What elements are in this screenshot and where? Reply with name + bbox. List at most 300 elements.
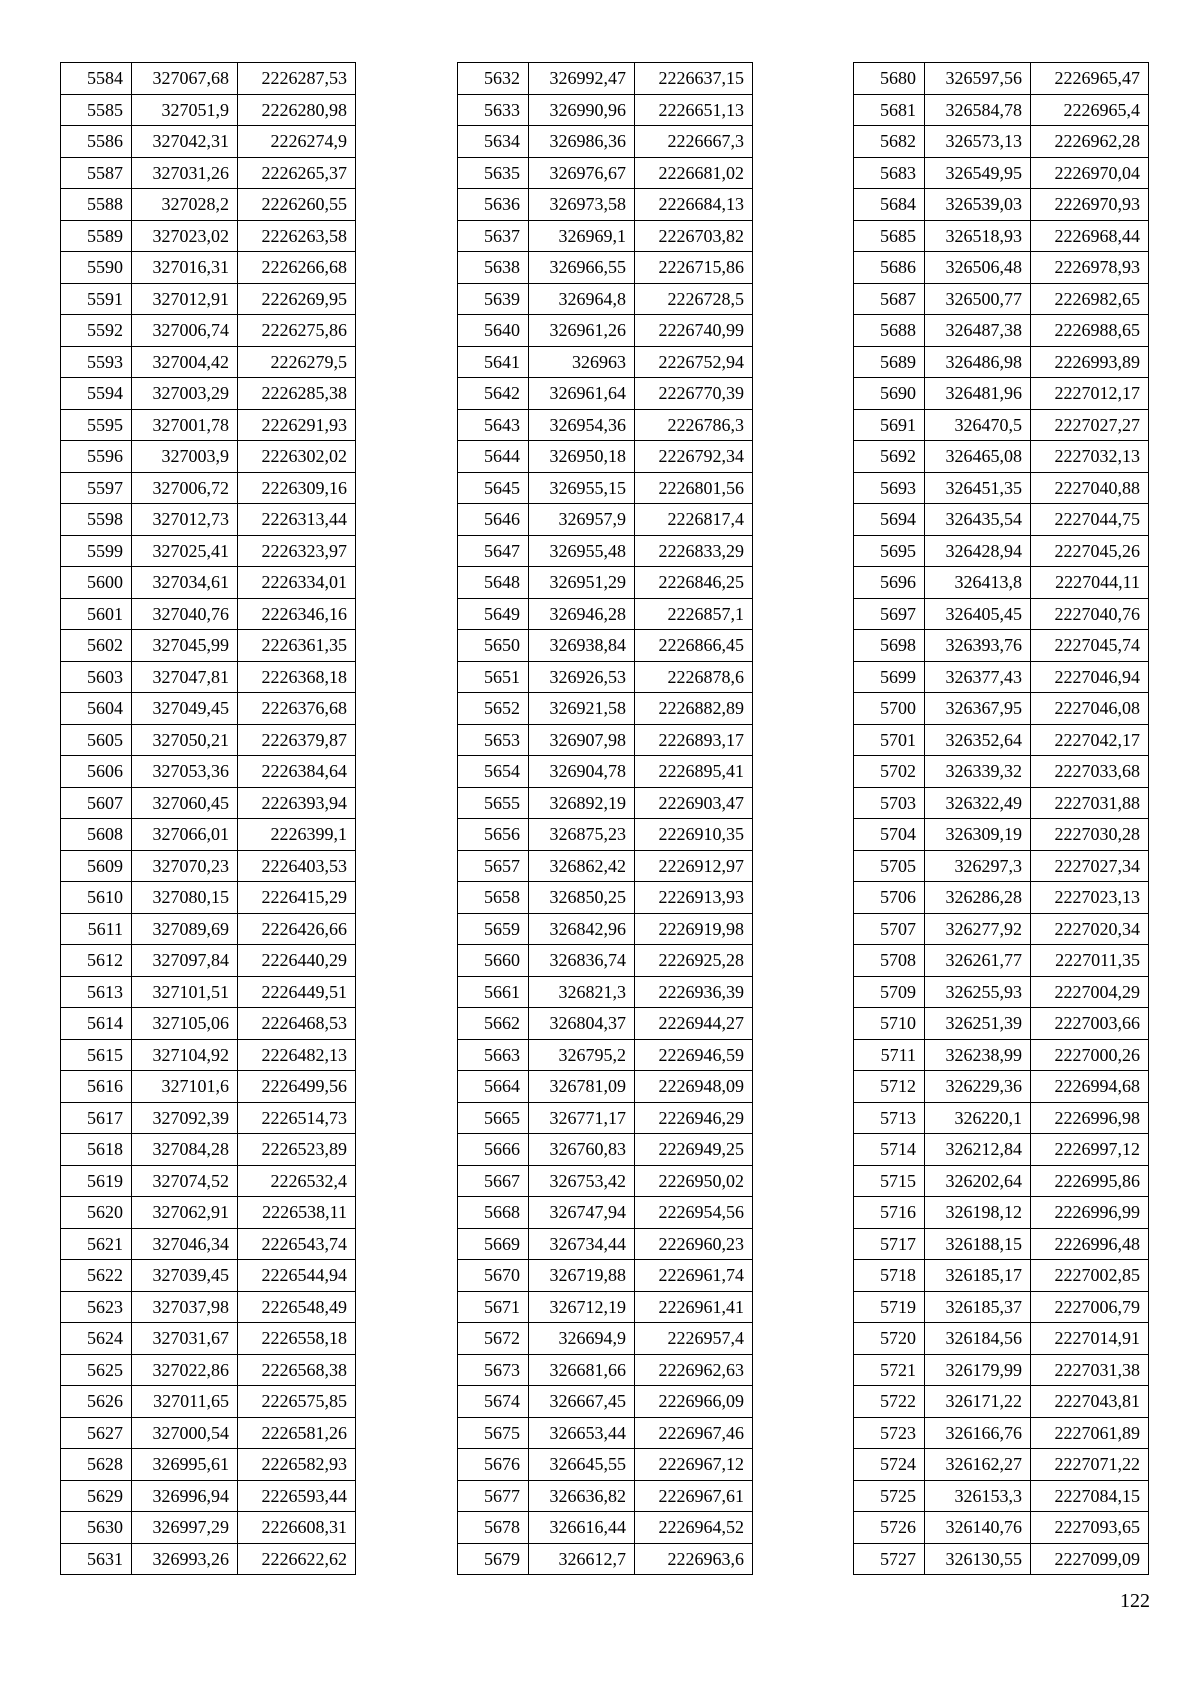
x-coordinate-cell: 327045,99	[132, 630, 238, 662]
x-coordinate-cell: 326636,82	[529, 1480, 635, 1512]
y-coordinate-cell: 2226965,4	[1031, 94, 1149, 126]
point-number-cell: 5607	[61, 787, 132, 819]
point-number-cell: 5608	[61, 819, 132, 851]
table-row	[854, 1512, 1149, 1544]
table-row	[61, 1480, 356, 1512]
point-number-cell: 5615	[61, 1039, 132, 1071]
x-coordinate-cell: 326470,5	[925, 409, 1031, 441]
y-coordinate-cell: 2226379,87	[238, 724, 356, 756]
point-number-cell: 5585	[61, 94, 132, 126]
point-number-cell: 5651	[458, 661, 529, 693]
point-number-cell: 5659	[458, 913, 529, 945]
y-coordinate-cell: 2226895,41	[635, 756, 753, 788]
point-number-cell: 5669	[458, 1228, 529, 1260]
y-coordinate-cell: 2226399,1	[238, 819, 356, 851]
x-coordinate-cell: 327089,69	[132, 913, 238, 945]
y-coordinate-cell: 2226544,94	[238, 1260, 356, 1292]
table-row	[61, 1134, 356, 1166]
y-coordinate-cell: 2226275,86	[238, 315, 356, 347]
y-coordinate-cell: 2226532,4	[238, 1165, 356, 1197]
y-coordinate-cell: 2226637,15	[635, 63, 753, 95]
y-coordinate-cell: 2227030,28	[1031, 819, 1149, 851]
y-coordinate-cell: 2226548,49	[238, 1291, 356, 1323]
x-coordinate-cell: 326795,2	[529, 1039, 635, 1071]
table-row	[61, 756, 356, 788]
y-coordinate-cell: 2226948,09	[635, 1071, 753, 1103]
y-coordinate-cell: 2226936,39	[635, 976, 753, 1008]
table-row	[854, 1543, 1149, 1575]
y-coordinate-cell: 2226770,39	[635, 378, 753, 410]
table-row	[458, 504, 753, 536]
point-number-cell: 5636	[458, 189, 529, 221]
x-coordinate-cell: 326973,58	[529, 189, 635, 221]
point-number-cell: 5706	[854, 882, 925, 914]
table-row	[458, 1228, 753, 1260]
x-coordinate-cell: 326309,19	[925, 819, 1031, 851]
x-coordinate-cell: 327028,2	[132, 189, 238, 221]
table-row	[854, 1228, 1149, 1260]
y-coordinate-cell: 2226961,74	[635, 1260, 753, 1292]
y-coordinate-cell: 2227012,17	[1031, 378, 1149, 410]
x-coordinate-cell: 326907,98	[529, 724, 635, 756]
point-number-cell: 5714	[854, 1134, 925, 1166]
table-row	[61, 315, 356, 347]
x-coordinate-cell: 326976,67	[529, 157, 635, 189]
x-coordinate-cell: 327006,72	[132, 472, 238, 504]
x-coordinate-cell: 326518,93	[925, 220, 1031, 252]
y-coordinate-cell: 2226925,28	[635, 945, 753, 977]
table-row	[458, 252, 753, 284]
x-coordinate-cell: 326413,8	[925, 567, 1031, 599]
x-coordinate-cell: 326850,25	[529, 882, 635, 914]
page-number: 122	[1120, 1590, 1150, 1612]
point-number-cell: 5679	[458, 1543, 529, 1575]
y-coordinate-cell: 2226280,98	[238, 94, 356, 126]
table-row	[61, 126, 356, 158]
y-coordinate-cell: 2227014,91	[1031, 1323, 1149, 1355]
table-row	[854, 1449, 1149, 1481]
point-number-cell: 5684	[854, 189, 925, 221]
point-number-cell: 5594	[61, 378, 132, 410]
table-row	[854, 283, 1149, 315]
y-coordinate-cell: 2226376,68	[238, 693, 356, 725]
x-coordinate-cell: 326993,26	[132, 1543, 238, 1575]
point-number-cell: 5675	[458, 1417, 529, 1449]
x-coordinate-cell: 326130,55	[925, 1543, 1031, 1575]
y-coordinate-cell: 2226792,34	[635, 441, 753, 473]
x-coordinate-cell: 327001,78	[132, 409, 238, 441]
y-coordinate-cell: 2226393,94	[238, 787, 356, 819]
table-row	[61, 1323, 356, 1355]
point-number-cell: 5697	[854, 598, 925, 630]
table-row	[458, 1197, 753, 1229]
point-number-cell: 5667	[458, 1165, 529, 1197]
y-coordinate-cell: 2227071,22	[1031, 1449, 1149, 1481]
x-coordinate-cell: 326712,19	[529, 1291, 635, 1323]
table-row	[854, 598, 1149, 630]
y-coordinate-cell: 2226960,23	[635, 1228, 753, 1260]
point-number-cell: 5707	[854, 913, 925, 945]
table-row	[61, 1102, 356, 1134]
point-number-cell: 5622	[61, 1260, 132, 1292]
point-number-cell: 5681	[854, 94, 925, 126]
y-coordinate-cell: 2226538,11	[238, 1197, 356, 1229]
table-row	[61, 441, 356, 473]
point-number-cell: 5652	[458, 693, 529, 725]
y-coordinate-cell: 2226912,97	[635, 850, 753, 882]
table-row	[458, 693, 753, 725]
x-coordinate-cell: 326539,03	[925, 189, 1031, 221]
point-number-cell: 5710	[854, 1008, 925, 1040]
point-number-cell: 5620	[61, 1197, 132, 1229]
x-coordinate-cell: 327074,52	[132, 1165, 238, 1197]
table-row	[458, 913, 753, 945]
x-coordinate-cell: 327037,98	[132, 1291, 238, 1323]
table-row	[854, 94, 1149, 126]
table-row	[854, 1134, 1149, 1166]
x-coordinate-cell: 327101,51	[132, 976, 238, 1008]
point-number-cell: 5671	[458, 1291, 529, 1323]
y-coordinate-cell: 2226361,35	[238, 630, 356, 662]
x-coordinate-cell: 327049,45	[132, 693, 238, 725]
point-number-cell: 5664	[458, 1071, 529, 1103]
table-row	[61, 882, 356, 914]
x-coordinate-cell: 326781,09	[529, 1071, 635, 1103]
x-coordinate-cell: 326506,48	[925, 252, 1031, 284]
table-row	[61, 945, 356, 977]
table-row	[854, 1417, 1149, 1449]
table-row	[854, 630, 1149, 662]
x-coordinate-cell: 326996,94	[132, 1480, 238, 1512]
point-number-cell: 5614	[61, 1008, 132, 1040]
x-coordinate-cell: 326926,53	[529, 661, 635, 693]
table-row	[458, 756, 753, 788]
point-number-cell: 5612	[61, 945, 132, 977]
point-number-cell: 5617	[61, 1102, 132, 1134]
point-number-cell: 5626	[61, 1386, 132, 1418]
x-coordinate-cell: 326277,92	[925, 913, 1031, 945]
y-coordinate-cell: 2227040,88	[1031, 472, 1149, 504]
y-coordinate-cell: 2226967,46	[635, 1417, 753, 1449]
x-coordinate-cell: 326393,76	[925, 630, 1031, 662]
table-row	[61, 472, 356, 504]
table-row	[854, 504, 1149, 536]
x-coordinate-cell: 326153,3	[925, 1480, 1031, 1512]
point-number-cell: 5623	[61, 1291, 132, 1323]
y-coordinate-cell: 2227006,79	[1031, 1291, 1149, 1323]
x-coordinate-cell: 326892,19	[529, 787, 635, 819]
table-row	[458, 661, 753, 693]
table-row	[61, 598, 356, 630]
x-coordinate-cell: 327040,76	[132, 598, 238, 630]
x-coordinate-cell: 326955,15	[529, 472, 635, 504]
y-coordinate-cell: 2226919,98	[635, 913, 753, 945]
y-coordinate-cell: 2227046,08	[1031, 693, 1149, 725]
table-row	[61, 1008, 356, 1040]
table-row	[61, 1039, 356, 1071]
coordinates-table-left	[60, 62, 356, 1575]
table-row	[458, 1480, 753, 1512]
point-number-cell: 5600	[61, 567, 132, 599]
table-row	[61, 252, 356, 284]
point-number-cell: 5668	[458, 1197, 529, 1229]
x-coordinate-cell: 326753,42	[529, 1165, 635, 1197]
y-coordinate-cell: 2226575,85	[238, 1386, 356, 1418]
x-coordinate-cell: 326734,44	[529, 1228, 635, 1260]
point-number-cell: 5666	[458, 1134, 529, 1166]
y-coordinate-cell: 2226313,44	[238, 504, 356, 536]
table-row	[854, 409, 1149, 441]
table-row	[61, 1386, 356, 1418]
point-number-cell: 5592	[61, 315, 132, 347]
y-coordinate-cell: 2227043,81	[1031, 1386, 1149, 1418]
table-row	[61, 819, 356, 851]
y-coordinate-cell: 2226334,01	[238, 567, 356, 599]
table-row	[458, 346, 753, 378]
point-number-cell: 5639	[458, 283, 529, 315]
table-row	[854, 1386, 1149, 1418]
x-coordinate-cell: 327039,45	[132, 1260, 238, 1292]
point-number-cell: 5711	[854, 1039, 925, 1071]
table-row	[61, 1354, 356, 1386]
x-coordinate-cell: 326185,37	[925, 1291, 1031, 1323]
point-number-cell: 5605	[61, 724, 132, 756]
point-number-cell: 5704	[854, 819, 925, 851]
point-number-cell: 5649	[458, 598, 529, 630]
y-coordinate-cell: 2226415,29	[238, 882, 356, 914]
table-row	[458, 850, 753, 882]
table-row	[61, 409, 356, 441]
x-coordinate-cell: 326179,99	[925, 1354, 1031, 1386]
point-number-cell: 5604	[61, 693, 132, 725]
point-number-cell: 5703	[854, 787, 925, 819]
x-coordinate-cell: 327047,81	[132, 661, 238, 693]
y-coordinate-cell: 2226910,35	[635, 819, 753, 851]
point-number-cell: 5629	[61, 1480, 132, 1512]
table-row	[854, 819, 1149, 851]
point-number-cell: 5611	[61, 913, 132, 945]
x-coordinate-cell: 326681,66	[529, 1354, 635, 1386]
x-coordinate-cell: 327000,54	[132, 1417, 238, 1449]
y-coordinate-cell: 2226963,6	[635, 1543, 753, 1575]
table-row	[854, 1323, 1149, 1355]
table-row	[854, 756, 1149, 788]
point-number-cell: 5588	[61, 189, 132, 221]
y-coordinate-cell: 2226568,38	[238, 1354, 356, 1386]
point-number-cell: 5686	[854, 252, 925, 284]
table-row	[854, 378, 1149, 410]
y-coordinate-cell: 2226965,47	[1031, 63, 1149, 95]
table-row	[458, 1291, 753, 1323]
point-number-cell: 5648	[458, 567, 529, 599]
y-coordinate-cell: 2227033,68	[1031, 756, 1149, 788]
y-coordinate-cell: 2226285,38	[238, 378, 356, 410]
y-coordinate-cell: 2226993,89	[1031, 346, 1149, 378]
y-coordinate-cell: 2226368,18	[238, 661, 356, 693]
point-number-cell: 5717	[854, 1228, 925, 1260]
table-row	[458, 1165, 753, 1197]
point-number-cell: 5662	[458, 1008, 529, 1040]
x-coordinate-cell: 326951,29	[529, 567, 635, 599]
point-number-cell: 5723	[854, 1417, 925, 1449]
x-coordinate-cell: 327042,31	[132, 126, 238, 158]
x-coordinate-cell: 326435,54	[925, 504, 1031, 536]
x-coordinate-cell: 327012,73	[132, 504, 238, 536]
y-coordinate-cell: 2227046,94	[1031, 661, 1149, 693]
x-coordinate-cell: 327080,15	[132, 882, 238, 914]
point-number-cell: 5606	[61, 756, 132, 788]
point-number-cell: 5713	[854, 1102, 925, 1134]
point-number-cell: 5619	[61, 1165, 132, 1197]
table-row	[458, 1102, 753, 1134]
y-coordinate-cell: 2226962,28	[1031, 126, 1149, 158]
table-row	[854, 1102, 1149, 1134]
table-row	[458, 220, 753, 252]
x-coordinate-cell: 326573,13	[925, 126, 1031, 158]
x-coordinate-cell: 326261,77	[925, 945, 1031, 977]
y-coordinate-cell: 2226961,41	[635, 1291, 753, 1323]
x-coordinate-cell: 327050,21	[132, 724, 238, 756]
table-row	[854, 882, 1149, 914]
y-coordinate-cell: 2226608,31	[238, 1512, 356, 1544]
y-coordinate-cell: 2226426,66	[238, 913, 356, 945]
y-coordinate-cell: 2226817,4	[635, 504, 753, 536]
point-number-cell: 5694	[854, 504, 925, 536]
table-row	[61, 157, 356, 189]
x-coordinate-cell: 326694,9	[529, 1323, 635, 1355]
table-row	[854, 1071, 1149, 1103]
point-number-cell: 5616	[61, 1071, 132, 1103]
x-coordinate-cell: 326821,3	[529, 976, 635, 1008]
table-row	[854, 315, 1149, 347]
point-number-cell: 5597	[61, 472, 132, 504]
x-coordinate-cell: 326995,61	[132, 1449, 238, 1481]
table-row	[61, 913, 356, 945]
x-coordinate-cell: 326997,29	[132, 1512, 238, 1544]
table-row	[458, 1071, 753, 1103]
point-number-cell: 5658	[458, 882, 529, 914]
x-coordinate-cell: 326184,56	[925, 1323, 1031, 1355]
y-coordinate-cell: 2226833,29	[635, 535, 753, 567]
x-coordinate-cell: 327067,68	[132, 63, 238, 95]
table-row	[854, 535, 1149, 567]
table-row	[61, 1291, 356, 1323]
point-number-cell: 5584	[61, 63, 132, 95]
y-coordinate-cell: 2226996,48	[1031, 1228, 1149, 1260]
point-number-cell: 5709	[854, 976, 925, 1008]
table-row	[458, 409, 753, 441]
y-coordinate-cell: 2226651,13	[635, 94, 753, 126]
point-number-cell: 5595	[61, 409, 132, 441]
y-coordinate-cell: 2227023,13	[1031, 882, 1149, 914]
table-row	[854, 126, 1149, 158]
y-coordinate-cell: 2226279,5	[238, 346, 356, 378]
point-number-cell: 5628	[61, 1449, 132, 1481]
x-coordinate-cell: 326963	[529, 346, 635, 378]
x-coordinate-cell: 326185,17	[925, 1260, 1031, 1292]
coordinates-table-right	[853, 62, 1149, 1575]
x-coordinate-cell: 327003,9	[132, 441, 238, 473]
x-coordinate-cell: 327053,36	[132, 756, 238, 788]
y-coordinate-cell: 2226786,3	[635, 409, 753, 441]
x-coordinate-cell: 326367,95	[925, 693, 1031, 725]
y-coordinate-cell: 2227084,15	[1031, 1480, 1149, 1512]
y-coordinate-cell: 2227045,74	[1031, 630, 1149, 662]
point-number-cell: 5641	[458, 346, 529, 378]
y-coordinate-cell: 2226996,98	[1031, 1102, 1149, 1134]
point-number-cell: 5627	[61, 1417, 132, 1449]
x-coordinate-cell: 326771,17	[529, 1102, 635, 1134]
table-row	[458, 819, 753, 851]
y-coordinate-cell: 2226302,02	[238, 441, 356, 473]
point-number-cell: 5621	[61, 1228, 132, 1260]
point-number-cell: 5647	[458, 535, 529, 567]
x-coordinate-cell: 326487,38	[925, 315, 1031, 347]
point-number-cell: 5701	[854, 724, 925, 756]
table-row	[458, 1512, 753, 1544]
x-coordinate-cell: 327016,31	[132, 252, 238, 284]
table-row	[61, 1197, 356, 1229]
table-row	[854, 787, 1149, 819]
x-coordinate-cell: 326875,23	[529, 819, 635, 851]
y-coordinate-cell: 2226995,86	[1031, 1165, 1149, 1197]
point-number-cell: 5719	[854, 1291, 925, 1323]
x-coordinate-cell: 327031,67	[132, 1323, 238, 1355]
table-row	[458, 976, 753, 1008]
table-row	[854, 693, 1149, 725]
y-coordinate-cell: 2226968,44	[1031, 220, 1149, 252]
point-number-cell: 5663	[458, 1039, 529, 1071]
point-number-cell: 5596	[61, 441, 132, 473]
x-coordinate-cell: 326451,35	[925, 472, 1031, 504]
x-coordinate-cell: 326198,12	[925, 1197, 1031, 1229]
x-coordinate-cell: 326251,39	[925, 1008, 1031, 1040]
point-number-cell: 5603	[61, 661, 132, 693]
table-row	[61, 1071, 356, 1103]
y-coordinate-cell: 2227027,27	[1031, 409, 1149, 441]
x-coordinate-cell: 327046,34	[132, 1228, 238, 1260]
y-coordinate-cell: 2226558,18	[238, 1323, 356, 1355]
y-coordinate-cell: 2226543,74	[238, 1228, 356, 1260]
x-coordinate-cell: 326645,55	[529, 1449, 635, 1481]
table-row	[61, 63, 356, 95]
x-coordinate-cell: 326405,45	[925, 598, 1031, 630]
table-row	[61, 378, 356, 410]
point-number-cell: 5692	[854, 441, 925, 473]
y-coordinate-cell: 2227032,13	[1031, 441, 1149, 473]
x-coordinate-cell: 326904,78	[529, 756, 635, 788]
y-coordinate-cell: 2226274,9	[238, 126, 356, 158]
table-row	[458, 472, 753, 504]
x-coordinate-cell: 327101,6	[132, 1071, 238, 1103]
table-row	[854, 850, 1149, 882]
x-coordinate-cell: 326584,78	[925, 94, 1031, 126]
x-coordinate-cell: 326612,7	[529, 1543, 635, 1575]
x-coordinate-cell: 326188,15	[925, 1228, 1031, 1260]
table-row	[458, 1417, 753, 1449]
y-coordinate-cell: 2227044,11	[1031, 567, 1149, 599]
point-number-cell: 5661	[458, 976, 529, 1008]
y-coordinate-cell: 2226581,26	[238, 1417, 356, 1449]
point-number-cell: 5646	[458, 504, 529, 536]
y-coordinate-cell: 2226260,55	[238, 189, 356, 221]
x-coordinate-cell: 326339,32	[925, 756, 1031, 788]
x-coordinate-cell: 327060,45	[132, 787, 238, 819]
x-coordinate-cell: 327066,01	[132, 819, 238, 851]
y-coordinate-cell: 2226752,94	[635, 346, 753, 378]
y-coordinate-cell: 2227044,75	[1031, 504, 1149, 536]
y-coordinate-cell: 2226468,53	[238, 1008, 356, 1040]
